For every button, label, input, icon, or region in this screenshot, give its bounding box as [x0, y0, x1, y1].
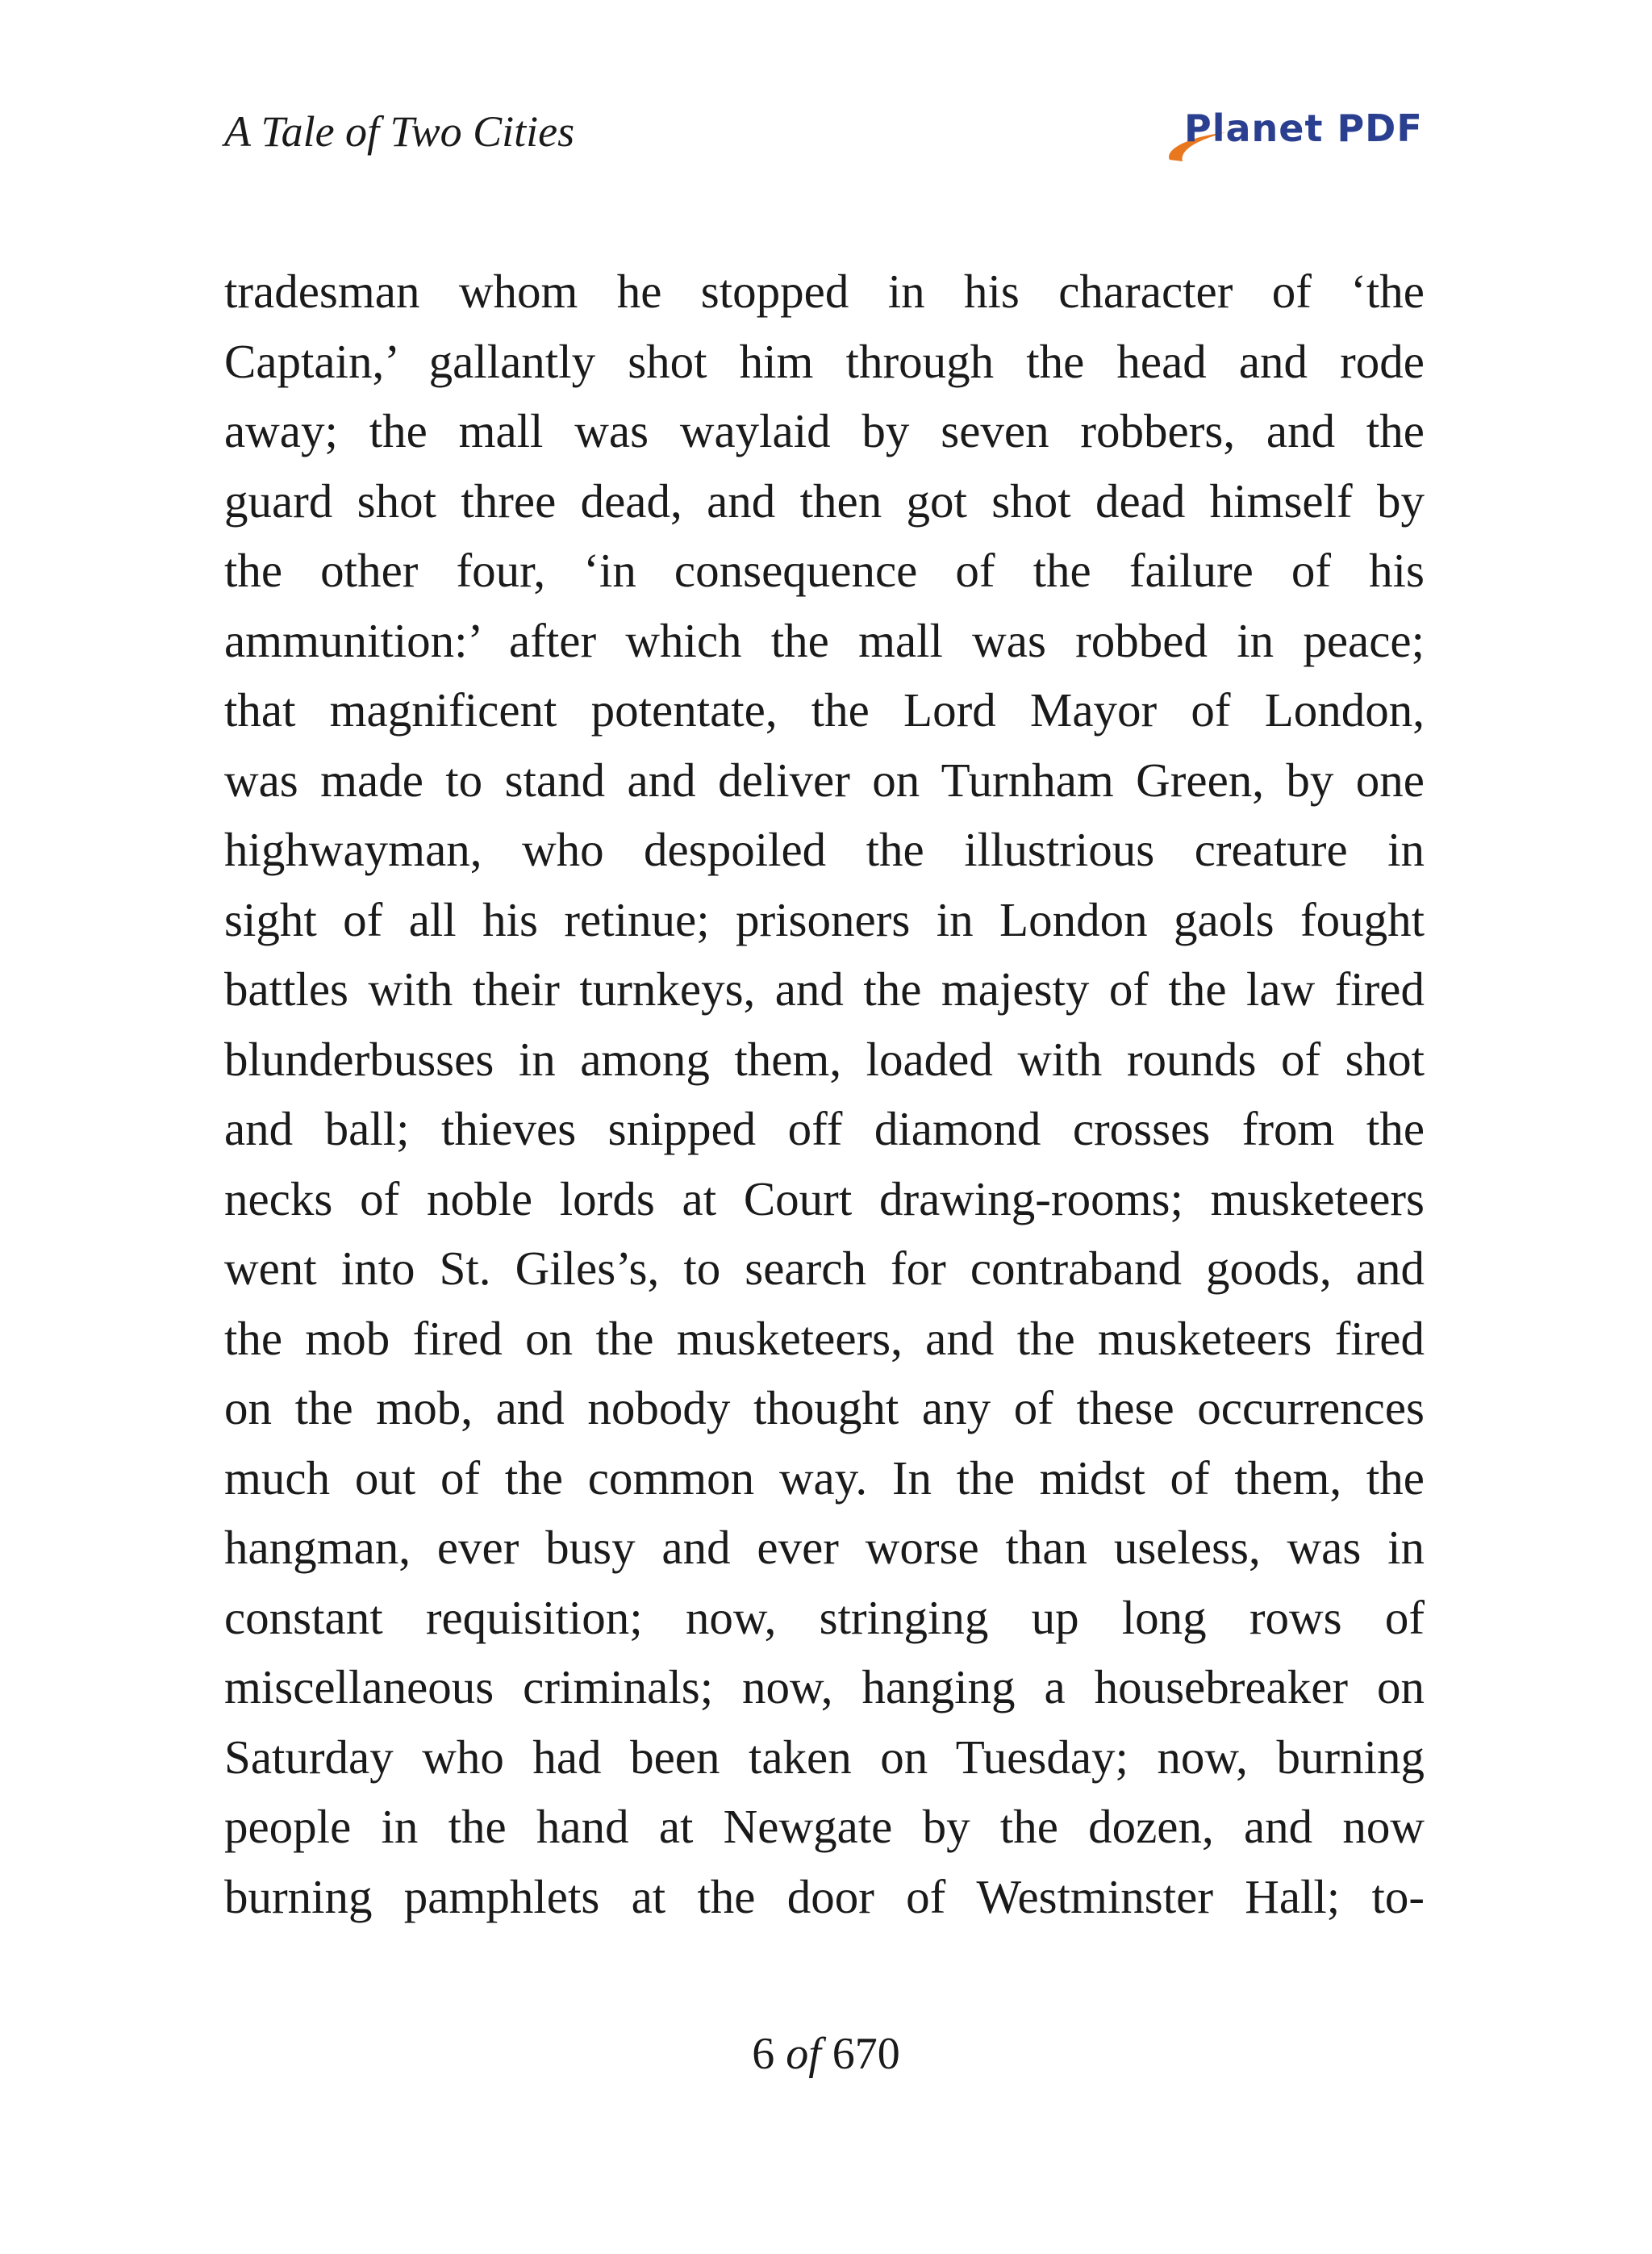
text-line: Saturday who had been taken on Tuesday; now, burning: [224, 1730, 1425, 1784]
text-line: miscellaneous criminals; now, hanging a housebreaker on: [224, 1660, 1425, 1713]
text-line: necks of noble lords at Court drawing-rooms; musketeers: [224, 1171, 1425, 1225]
text-line: ammunition:’ after which the mall was robbed in peace;: [224, 613, 1425, 667]
text-line: the mob fired on the musketeers, and the musketeers fired: [224, 1311, 1425, 1365]
text-line: guard shot three dead, and then got shot dead himself by: [224, 474, 1425, 528]
text-line: battles with their turnkeys, and the majesty of the law fired: [224, 962, 1425, 1016]
text-line: hangman, ever busy and ever worse than useless, was in: [224, 1521, 1425, 1574]
text-line: much out of the common way. In the midst of them, the: [224, 1450, 1425, 1505]
text-line: the other four, ‘in consequence of the failure of his: [224, 544, 1425, 597]
page-number: 6: [752, 2029, 775, 2079]
text-line: on the mob, and nobody thought any of these occurrences: [224, 1381, 1425, 1434]
text-line: highwayman, who despoiled the illustrious creature in: [224, 823, 1425, 876]
text-line: that magnificent potentate, the Lord Mayor of London,: [224, 683, 1425, 737]
text-line: and ball; thieves snipped off diamond crosses from the: [224, 1102, 1425, 1155]
text-line: away; the mall was waylaid by seven robbers, and the: [224, 404, 1425, 457]
total-pages: 670: [832, 2029, 900, 2079]
text-line: was made to stand and deliver on Turnham Green, by one: [224, 753, 1425, 807]
text-line: blunderbusses in among them, loaded with rounds of shot: [224, 1032, 1425, 1086]
text-line: sight of all his retinue; prisoners in London gaols fought: [224, 892, 1425, 946]
page-header: [224, 103, 1426, 176]
logo-text: Planet PDF: [1184, 106, 1423, 150]
text-line: constant requisition; now, stringing up long rows of: [224, 1590, 1425, 1644]
text-line: Captain,’ gallantly shot him through the head and rode: [224, 334, 1425, 388]
book-title: A Tale of Two Cities: [224, 107, 575, 156]
text-line: went into St. Giles’s, to search for contraband goods, and: [224, 1242, 1425, 1295]
planet-pdf-logo: [1162, 103, 1423, 168]
text-line: people in the hand at Newgate by the dozen, and now: [224, 1800, 1425, 1853]
page-of-label: of: [786, 2029, 821, 2079]
page-footer: [0, 2031, 1652, 2077]
text-line: tradesman whom he stopped in his character of ‘the: [224, 265, 1425, 318]
body-text: [224, 257, 1425, 1931]
text-line: burning pamphlets at the door of Westminster Hall; to-: [224, 1869, 1425, 1923]
